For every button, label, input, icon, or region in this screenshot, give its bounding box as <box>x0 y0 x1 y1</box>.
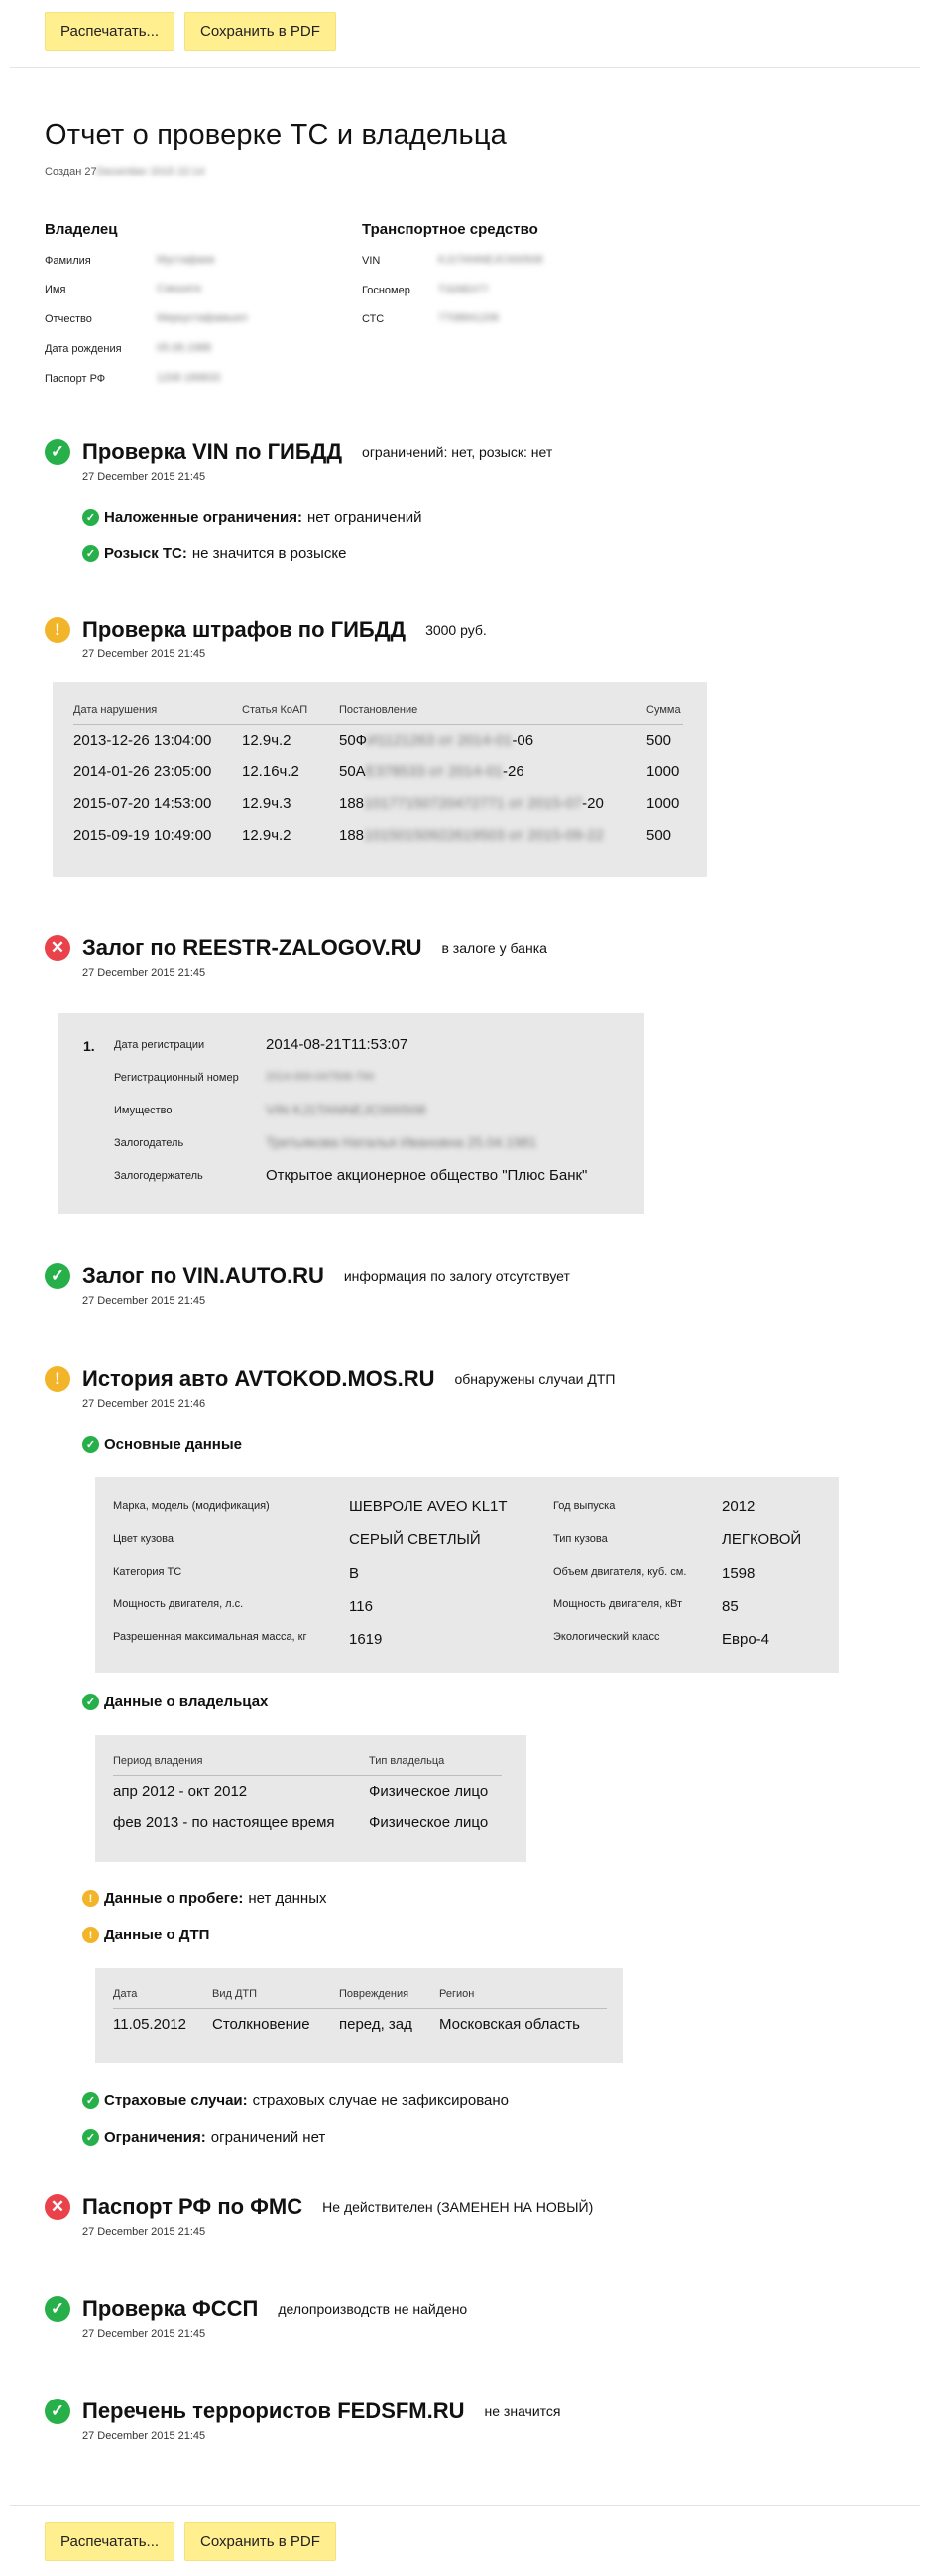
print-button[interactable]: Распечатать... <box>45 12 174 51</box>
created-blurred: December 2015 22:14 <box>96 166 205 177</box>
owner-period: фев 2013 - по настоящее время <box>113 1815 335 1831</box>
section-title: Залог по VIN.AUTO.RU <box>82 1263 324 1288</box>
section-date: 27 December 2015 21:45 <box>82 2226 206 2238</box>
owner-value: Миркустафамыил <box>157 312 248 324</box>
section-date: 27 December 2015 21:45 <box>82 648 206 660</box>
pledge-value: VIN KJ1TANNEJC000508 <box>266 1102 426 1117</box>
column-header: Дата нарушения <box>73 694 242 725</box>
table-row <box>73 725 683 758</box>
section-summary: не значится <box>484 2403 561 2419</box>
section-title: История авто AVTOKOD.MOS.RU <box>82 1366 435 1391</box>
vehicle-label: СТС <box>362 313 385 325</box>
fines-panel <box>53 682 707 877</box>
fine-article: 12.9ч.2 <box>242 732 291 749</box>
cross-icon: ✕ <box>45 2194 70 2220</box>
pledge-number: 1. <box>83 1038 95 1054</box>
section-terror <box>45 2399 561 2442</box>
basic-label: Объем двигателя, куб. см. <box>553 1566 687 1578</box>
section-title: Залог по REESTR-ZALOGOV.RU <box>82 935 422 960</box>
table-row <box>73 788 683 820</box>
basic-value: 1598 <box>722 1565 756 1581</box>
section-vin-gibdd <box>45 439 552 483</box>
pledge-label: Регистрационный номер <box>114 1072 239 1084</box>
bottom-toolbar <box>45 2522 346 2561</box>
cross-icon: ✕ <box>45 935 70 961</box>
table-row <box>113 1808 502 1839</box>
table-row <box>73 820 683 852</box>
dtp-damage: перед, зад <box>339 2016 412 2033</box>
bottom-divider <box>10 2505 920 2506</box>
section-date: 27 December 2015 21:45 <box>82 471 206 483</box>
column-header: Период владения <box>113 1745 369 1776</box>
section-title: Проверка VIN по ГИБДД <box>82 439 343 464</box>
owner-type: Физическое лицо <box>369 1815 489 1831</box>
exclamation-icon: ! <box>45 1366 70 1392</box>
dtp-kind: Столкновение <box>212 2016 310 2033</box>
column-header: Вид ДТП <box>212 1978 339 2009</box>
section-fines <box>45 617 487 660</box>
owner-heading: Владелец <box>45 221 118 238</box>
check-icon: ✓ <box>82 1694 99 1710</box>
basic-value: ЛЕГКОВОЙ <box>722 1531 802 1548</box>
created-label: Создан 27 <box>45 166 97 177</box>
fine-date: 2013-12-26 13:04:00 <box>73 732 212 749</box>
pledge-label: Залогодержатель <box>114 1170 203 1182</box>
limits-item: ✓ Ограничения: ограничений нет <box>82 2129 325 2146</box>
section-date: 27 December 2015 21:46 <box>82 1398 206 1410</box>
fine-sum: 500 <box>646 827 672 844</box>
fine-article: 12.9ч.2 <box>242 827 291 844</box>
column-header: Сумма <box>646 694 683 725</box>
basic-label: Марка, модель (модификация) <box>113 1500 270 1512</box>
section-vinauto <box>45 1263 570 1307</box>
basic-value: СЕРЫЙ СВЕТЛЫЙ <box>349 1531 481 1548</box>
pledge-panel <box>58 1013 644 1214</box>
check-icon: ✓ <box>82 2129 99 2146</box>
owners-table <box>113 1745 502 1839</box>
check-icon: ✓ <box>82 545 99 562</box>
pledge-value: Третьякова Наталья Ивановна 25.04.1981 <box>266 1134 537 1150</box>
basic-label: Год выпуска <box>553 1500 616 1512</box>
section-date: 27 December 2015 21:45 <box>82 1295 206 1307</box>
pledge-value: Открытое акционерное общество "Плюс Банк" <box>266 1167 588 1184</box>
restrictions-value: нет ограничений <box>306 509 422 526</box>
column-header: Дата <box>113 1978 212 2009</box>
dtp-table <box>113 1978 607 2041</box>
top-toolbar <box>45 12 346 51</box>
pledge-label: Залогодатель <box>114 1137 184 1149</box>
fine-date: 2015-09-19 10:49:00 <box>73 827 212 844</box>
dtp-panel <box>95 1968 623 2063</box>
fine-article: 12.16ч.2 <box>242 763 299 780</box>
table-row <box>113 1776 502 1809</box>
section-title: Проверка ФССП <box>82 2296 259 2321</box>
section-summary: ограничений: нет, розыск: нет <box>362 444 553 460</box>
table-header <box>73 694 683 725</box>
restrictions-label: Наложенные ограничения: <box>104 509 302 526</box>
dtp-region: Московская область <box>439 2016 580 2033</box>
fine-sum: 1000 <box>646 795 680 812</box>
column-header: Повреждения <box>339 1978 439 2009</box>
column-header: Постановление <box>339 694 646 725</box>
table-header <box>113 1978 607 2009</box>
section-passport <box>45 2194 593 2238</box>
insurance-item: ✓ Страховые случаи: страховых случае не зафиксировано <box>82 2092 509 2109</box>
vehicle-label: VIN <box>362 255 381 267</box>
vehicle-value: 7708841206 <box>438 312 500 324</box>
section-reestr <box>45 935 547 979</box>
fine-resolution: 18810150150922619503 от 2015-09-22 <box>339 827 604 844</box>
table-row <box>113 2009 607 2042</box>
restrictions-item <box>82 509 422 526</box>
basic-data-heading: ✓ Основные данные <box>82 1436 247 1453</box>
check-icon: ✓ <box>82 2092 99 2109</box>
column-header: Регион <box>439 1978 607 2009</box>
basic-value: ШЕВРОЛЕ AVEO KL1T <box>349 1498 508 1515</box>
save-pdf-button[interactable]: Сохранить в PDF <box>184 12 336 51</box>
basic-label: Цвет кузова <box>113 1533 174 1545</box>
section-summary: в залоге у банка <box>441 940 547 956</box>
check-icon: ✓ <box>45 1263 70 1289</box>
owner-value: 05.08.1988 <box>157 342 212 354</box>
owner-label: Фамилия <box>45 255 91 267</box>
section-summary: 3000 руб. <box>425 622 487 638</box>
owner-value: Мустафаев <box>157 254 215 266</box>
vehicle-value: KJ1TANNEJC000508 <box>438 254 543 266</box>
owner-label: Паспорт РФ <box>45 373 106 385</box>
basic-label: Тип кузова <box>553 1533 608 1545</box>
owners-heading: ✓ Данные о владельцах <box>82 1694 273 1710</box>
mileage-item: ! Данные о пробеге: нет данных <box>82 1890 327 1907</box>
dtp-date: 11.05.2012 <box>113 2016 186 2033</box>
save-pdf-button[interactable]: Сохранить в PDF <box>184 2522 336 2561</box>
basic-label: Мощность двигателя, кВт <box>553 1598 683 1610</box>
dtp-heading: ! Данные о ДТП <box>82 1927 214 1943</box>
basic-value: 116 <box>349 1598 373 1615</box>
fine-resolution: 50ФИ1121263 от 2014-01-06 <box>339 732 534 749</box>
column-header: Тип владельца <box>369 1745 502 1776</box>
wanted-label: Розыск ТС: <box>104 545 187 562</box>
section-summary: делопроизводств не найдено <box>278 2301 468 2317</box>
pledge-value: 2014-000-047506-794 <box>266 1071 374 1083</box>
wanted-item <box>82 545 346 562</box>
basic-value: 2012 <box>722 1498 756 1515</box>
page-title: Отчет о проверке ТС и владельца <box>45 119 507 151</box>
fine-date: 2014-01-26 23:05:00 <box>73 763 212 780</box>
column-header: Статья КоАП <box>242 694 339 725</box>
owner-label: Отчество <box>45 313 92 325</box>
pledge-value: 2014-08-21T11:53:07 <box>266 1036 408 1053</box>
basic-value: 1619 <box>349 1631 383 1648</box>
basic-label: Категория ТС <box>113 1566 182 1578</box>
check-icon: ✓ <box>45 439 70 465</box>
section-date: 27 December 2015 21:45 <box>82 2430 206 2442</box>
exclamation-icon: ! <box>82 1890 99 1907</box>
check-icon: ✓ <box>82 1436 99 1453</box>
basic-label: Экологический класс <box>553 1631 660 1643</box>
table-header <box>113 1745 502 1776</box>
created-line <box>45 166 205 177</box>
fines-table <box>73 694 683 852</box>
basic-value: Евро-4 <box>722 1631 769 1648</box>
fine-date: 2015-07-20 14:53:00 <box>73 795 212 812</box>
fine-sum: 1000 <box>646 763 680 780</box>
basic-value: В <box>349 1565 360 1581</box>
section-summary: обнаружены случаи ДТП <box>454 1371 616 1387</box>
print-button[interactable]: Распечатать... <box>45 2522 174 2561</box>
fine-article: 12.9ч.3 <box>242 795 291 812</box>
fine-resolution: 50АЕ378533 от 2014-01-26 <box>339 763 524 780</box>
section-avtokod <box>45 1366 615 1410</box>
basic-value: 85 <box>722 1598 739 1615</box>
exclamation-icon: ! <box>82 1927 99 1943</box>
check-icon: ✓ <box>45 2399 70 2424</box>
section-title: Проверка штрафов по ГИБДД <box>82 617 407 642</box>
vehicle-label: Госномер <box>362 285 410 296</box>
owner-label: Имя <box>45 284 66 295</box>
top-divider <box>10 67 920 68</box>
section-summary: информация по залогу отсутствует <box>343 1268 570 1284</box>
section-summary: Не действителен (ЗАМЕНЕН НА НОВЫЙ) <box>322 2199 594 2215</box>
owner-value: Сакшата <box>157 283 201 294</box>
basic-label: Разрешенная максимальная масса, кг <box>113 1631 307 1643</box>
exclamation-icon: ! <box>45 617 70 643</box>
basic-data-panel <box>95 1477 839 1673</box>
owner-type: Физическое лицо <box>369 1783 489 1800</box>
pledge-label: Дата регистрации <box>114 1039 205 1051</box>
owner-label: Дата рождения <box>45 343 122 355</box>
check-icon: ✓ <box>82 509 99 526</box>
section-date: 27 December 2015 21:45 <box>82 967 206 979</box>
section-title: Паспорт РФ по ФМС <box>82 2194 303 2219</box>
table-row <box>73 757 683 788</box>
owners-panel <box>95 1735 526 1862</box>
wanted-value: не значится в розыске <box>191 545 347 562</box>
owner-period: апр 2012 - окт 2012 <box>113 1783 248 1800</box>
section-fssp <box>45 2296 467 2340</box>
check-icon: ✓ <box>45 2296 70 2322</box>
vehicle-heading: Транспортное средство <box>362 221 538 238</box>
fine-resolution: 18810177150720472771 от 2015-07-20 <box>339 795 604 812</box>
section-date: 27 December 2015 21:45 <box>82 2328 206 2340</box>
pledge-label: Имущество <box>114 1105 173 1116</box>
vehicle-value: T326E077 <box>438 284 489 295</box>
section-title: Перечень террористов FEDSFM.RU <box>82 2399 465 2423</box>
owner-value: 1208 189833 <box>157 372 221 384</box>
fine-sum: 500 <box>646 732 672 749</box>
basic-label: Мощность двигателя, л.с. <box>113 1598 244 1610</box>
